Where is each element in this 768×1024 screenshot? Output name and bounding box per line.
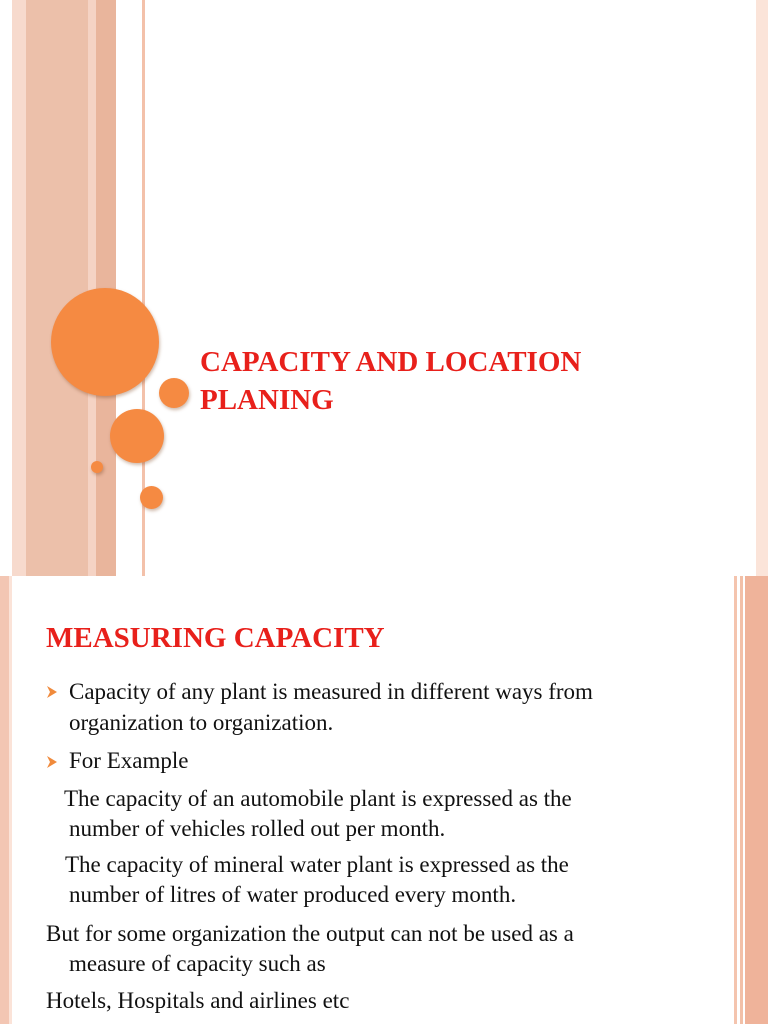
decor-stripe <box>0 576 9 1024</box>
bullet-text: For Example <box>69 748 189 773</box>
decor-stripe <box>9 576 12 1024</box>
decor-stripe <box>26 0 88 576</box>
decor-circle-small <box>140 486 163 509</box>
decor-stripe <box>740 576 743 1024</box>
bullet-text-continued: organization to organization. <box>69 710 334 735</box>
decor-stripe <box>12 0 26 576</box>
decor-circle-medium <box>110 409 164 463</box>
title-line-1: CAPACITY AND LOCATION <box>200 346 582 378</box>
slide-title <box>200 343 720 419</box>
title-line-2: PLANING <box>200 384 334 416</box>
decor-circle-large <box>51 288 159 396</box>
decor-circle-small <box>159 378 189 408</box>
decor-stripe <box>734 576 737 1024</box>
body-text-continued: number of vehicles rolled out per month. <box>69 816 446 841</box>
slide-heading: MEASURING CAPACITY <box>46 622 385 654</box>
bullet-text: Capacity of any plant is measured in different ways from <box>69 679 593 704</box>
body-text: The capacity of mineral water plant is expressed as the <box>65 852 569 877</box>
body-text-continued: measure of capacity such as <box>69 951 326 976</box>
body-text: Hotels, Hospitals and airlines etc <box>46 988 350 1013</box>
decor-stripe <box>756 0 768 576</box>
decor-stripe <box>745 576 768 1024</box>
body-text-continued: number of litres of water produced every month. <box>69 882 517 907</box>
body-text: The capacity of an automobile plant is expressed as the <box>64 786 572 811</box>
decor-circle-dot <box>91 461 103 473</box>
body-text: But for some organization the output can not be used as a <box>46 921 574 946</box>
